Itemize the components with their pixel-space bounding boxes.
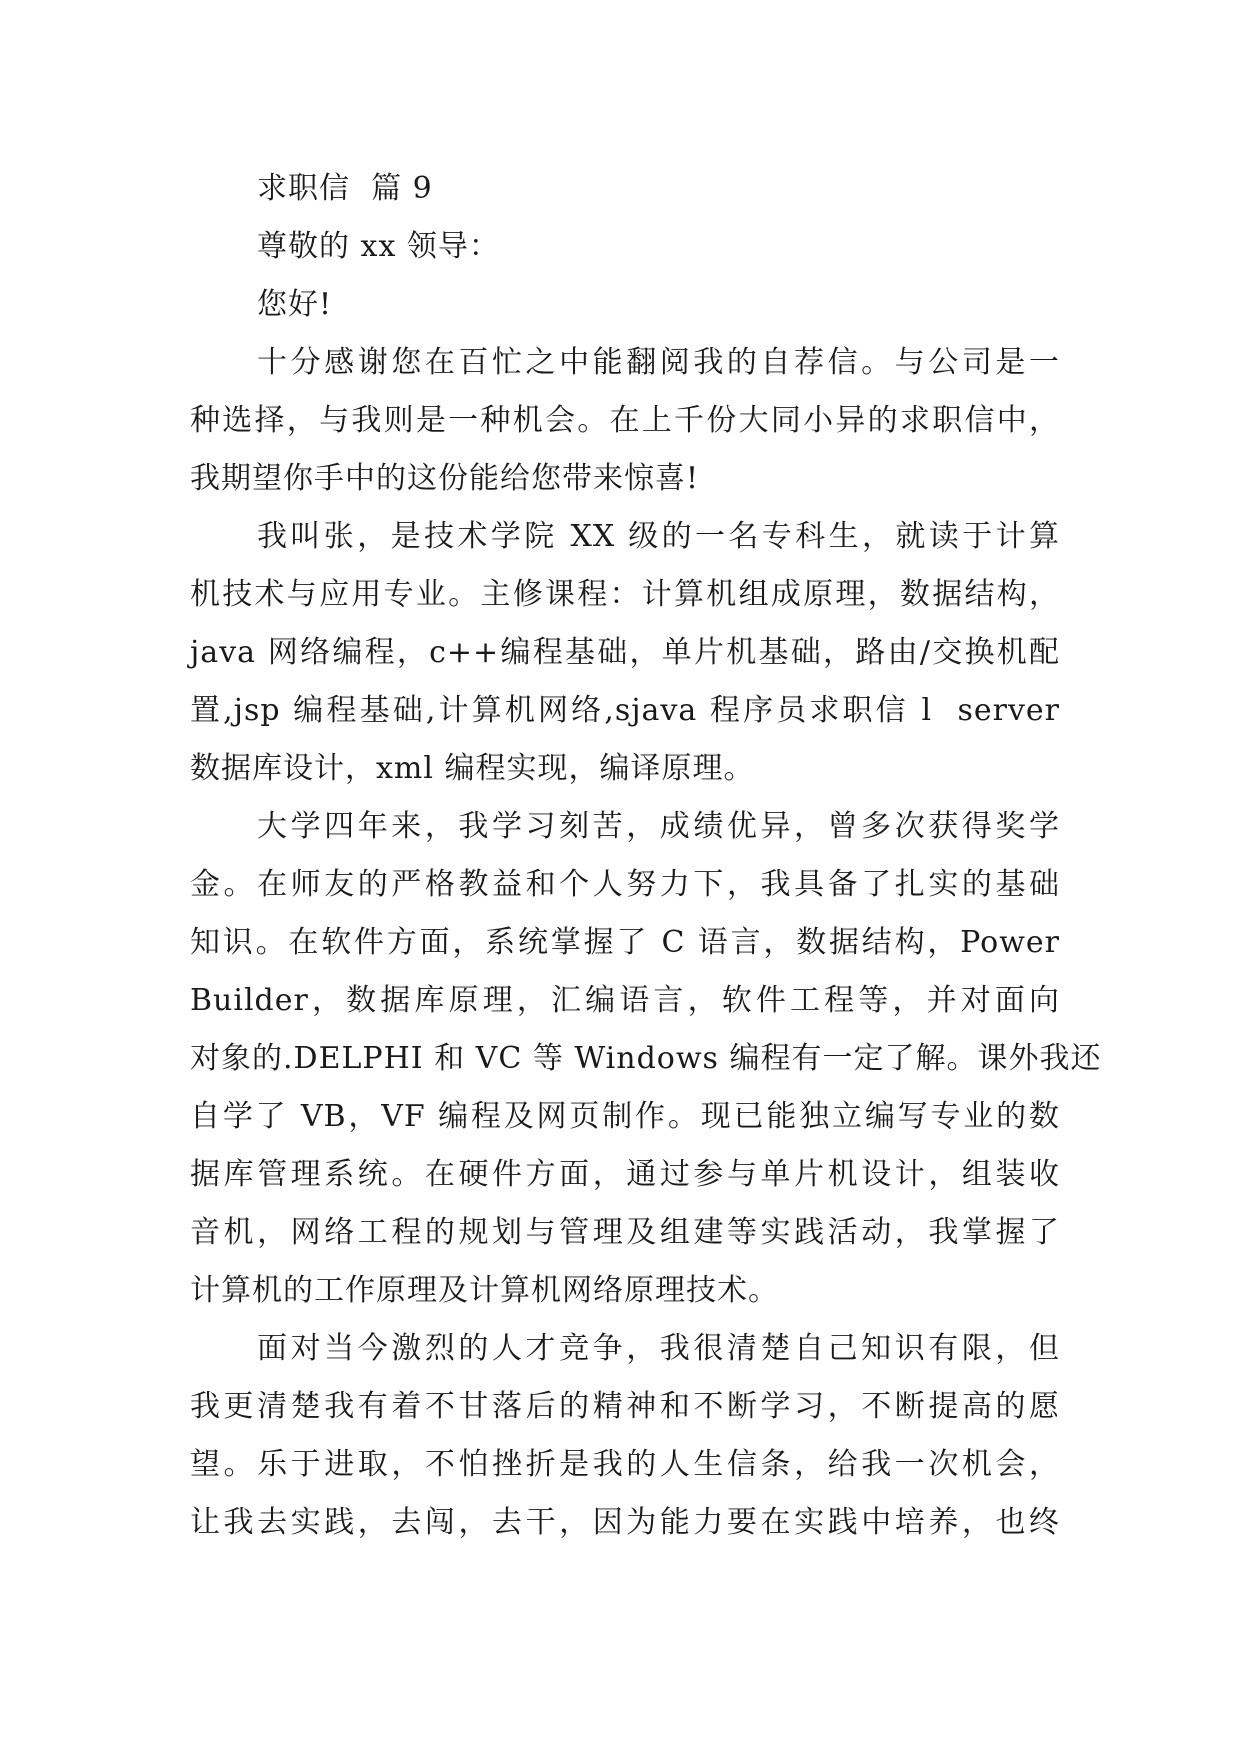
paragraph-line: 让我去实践，去闯，去干，因为能力要在实践中培养，也终 bbox=[190, 1505, 1060, 1540]
paragraph-line: 计算机的工作原理及计算机网络原理技术。 bbox=[190, 1273, 779, 1308]
paragraph-2 bbox=[190, 508, 1060, 798]
paragraph-1 bbox=[190, 334, 1060, 508]
paragraph-line: 据库管理系统。在硬件方面，通过参与单片机设计，组装收 bbox=[190, 1157, 1060, 1192]
paragraph-line: 我更清楚我有着不甘落后的精神和不断学习，不断提高的愿 bbox=[190, 1389, 1060, 1424]
paragraph-line: 音机，网络工程的规划与管理及组建等实践活动，我掌握了 bbox=[190, 1215, 1060, 1250]
paragraph-line: 我叫张，是技术学院 XX 级的一名专科生，就读于计算 bbox=[257, 519, 1060, 554]
paragraph-line: 金。在师友的严格教益和个人努力下，我具备了扎实的基础 bbox=[190, 867, 1060, 902]
paragraph-line: 自学了 VB，VF 编程及网页制作。现已能独立编写专业的数 bbox=[190, 1099, 1060, 1134]
paragraph-line: 种选择，与我则是一种机会。在上千份大同小异的求职信中， bbox=[190, 403, 1060, 438]
paragraph-line: 机技术与应用专业。主修课程：计算机组成原理，数据结构， bbox=[190, 577, 1060, 612]
letter-salutation: 尊敬的 xx 领导： bbox=[257, 229, 500, 264]
paragraph-line: 面对当今激烈的人才竞争，我很清楚自己知识有限，但 bbox=[257, 1331, 1060, 1366]
paragraph-line: 置,jsp 编程基础,计算机网络,sjava 程序员求职信 l server bbox=[190, 693, 1060, 728]
paragraph-line: java 网络编程，c++编程基础，单片机基础，路由/交换机配 bbox=[190, 635, 1060, 670]
paragraph-line: 数据库设计，xml 编程实现，编译原理。 bbox=[190, 751, 755, 786]
paragraph-3 bbox=[190, 798, 1102, 1320]
paragraph-line: 对象的.DELPHI 和 VC 等 Windows 编程有一定了解。课外我还 bbox=[190, 1041, 1102, 1076]
letter-heading: 求职信 篇 9 bbox=[257, 171, 433, 206]
paragraph-line: 望。乐于进取，不怕挫折是我的人生信条，给我一次机会， bbox=[190, 1447, 1060, 1482]
letter-greeting: 您好! bbox=[257, 287, 333, 322]
paragraph-line: 十分感谢您在百忙之中能翻阅我的自荐信。与公司是一 bbox=[257, 345, 1060, 380]
paragraph-line: 知识。在软件方面，系统掌握了 C 语言，数据结构，Power bbox=[190, 925, 1060, 960]
paragraph-4 bbox=[190, 1320, 1060, 1552]
paragraph-line: 大学四年来，我学习刻苦，成绩优异，曾多次获得奖学 bbox=[257, 809, 1060, 844]
paragraph-line: 我期望你手中的这份能给您带来惊喜! bbox=[190, 461, 700, 496]
letter-body bbox=[190, 160, 1102, 1552]
paragraph-line: Builder，数据库原理，汇编语言，软件工程等，并对面向 bbox=[190, 983, 1060, 1018]
